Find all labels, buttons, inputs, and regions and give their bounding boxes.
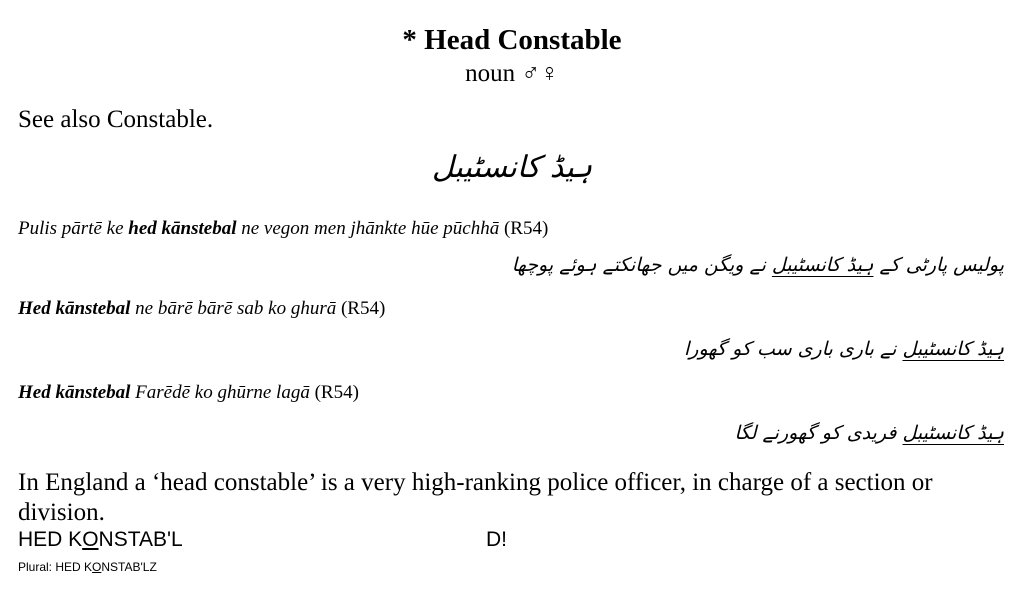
headword-urdu: ہیڈ کانسٹیبل [431, 150, 593, 185]
urdu-term: ہیڈ کانسٹیبل [771, 254, 874, 276]
example-term: Hed kānstebal [18, 298, 131, 319]
example-text-post: Farēdē ko ghūrne lagā [130, 382, 310, 403]
example-translit-1 [18, 218, 548, 240]
example-source: (R54) [309, 382, 359, 403]
plural-pronunciation [18, 560, 157, 574]
urdu-term: ہیڈ کانسٹیبل [902, 422, 1004, 444]
stressed-syllable: O [82, 528, 99, 551]
example-translit-3 [18, 382, 359, 404]
urdu-term: ہیڈ کانسٹیبل [902, 338, 1004, 360]
example-text-post: ne bārē bārē sab ko ghurā [130, 298, 337, 319]
plural-post: NSTAB'LZ [101, 560, 157, 574]
plural-label: Plural: [18, 560, 56, 574]
urdu-text-post: نے ویگن میں جھانکتے ہوئے پوچھا [511, 254, 772, 276]
pronunciation-mark: D! [486, 528, 507, 551]
plural-pre: HED K [55, 560, 93, 574]
pronunciation [18, 528, 183, 552]
part-of-speech: noun ♂♀ [465, 60, 559, 87]
example-translit-2 [18, 298, 385, 320]
see-also: See also Constable. [18, 106, 214, 133]
example-source: (R54) [336, 298, 386, 319]
plural-stressed-syllable: O [92, 560, 102, 574]
example-text-post: ne vegon men jhānkte hūe pūchhā [236, 218, 500, 239]
headword: * Head Constable [402, 24, 622, 56]
urdu-text-post: فریدی کو گھورنے لگا [734, 422, 903, 444]
example-urdu-1 [512, 254, 1004, 276]
pronunciation-pre: HED K [18, 528, 83, 551]
example-term: hed kānstebal [128, 218, 237, 239]
example-urdu-2 [684, 338, 1004, 360]
urdu-text-pre: پولیس پارٹی کے [873, 254, 1004, 276]
pronunciation-post: NSTAB'L [98, 528, 183, 551]
urdu-text-post: نے باری باری سب کو گھورا [684, 338, 903, 360]
example-urdu-3 [734, 422, 1004, 444]
example-text-pre: Pulis pārtē ke [18, 218, 129, 239]
example-source: (R54) [499, 218, 549, 239]
example-term: Hed kānstebal [18, 382, 131, 403]
usage-note: In England a ‘head constable’ is a very high-ranking police officer, in charge of a section or division. [18, 469, 933, 526]
